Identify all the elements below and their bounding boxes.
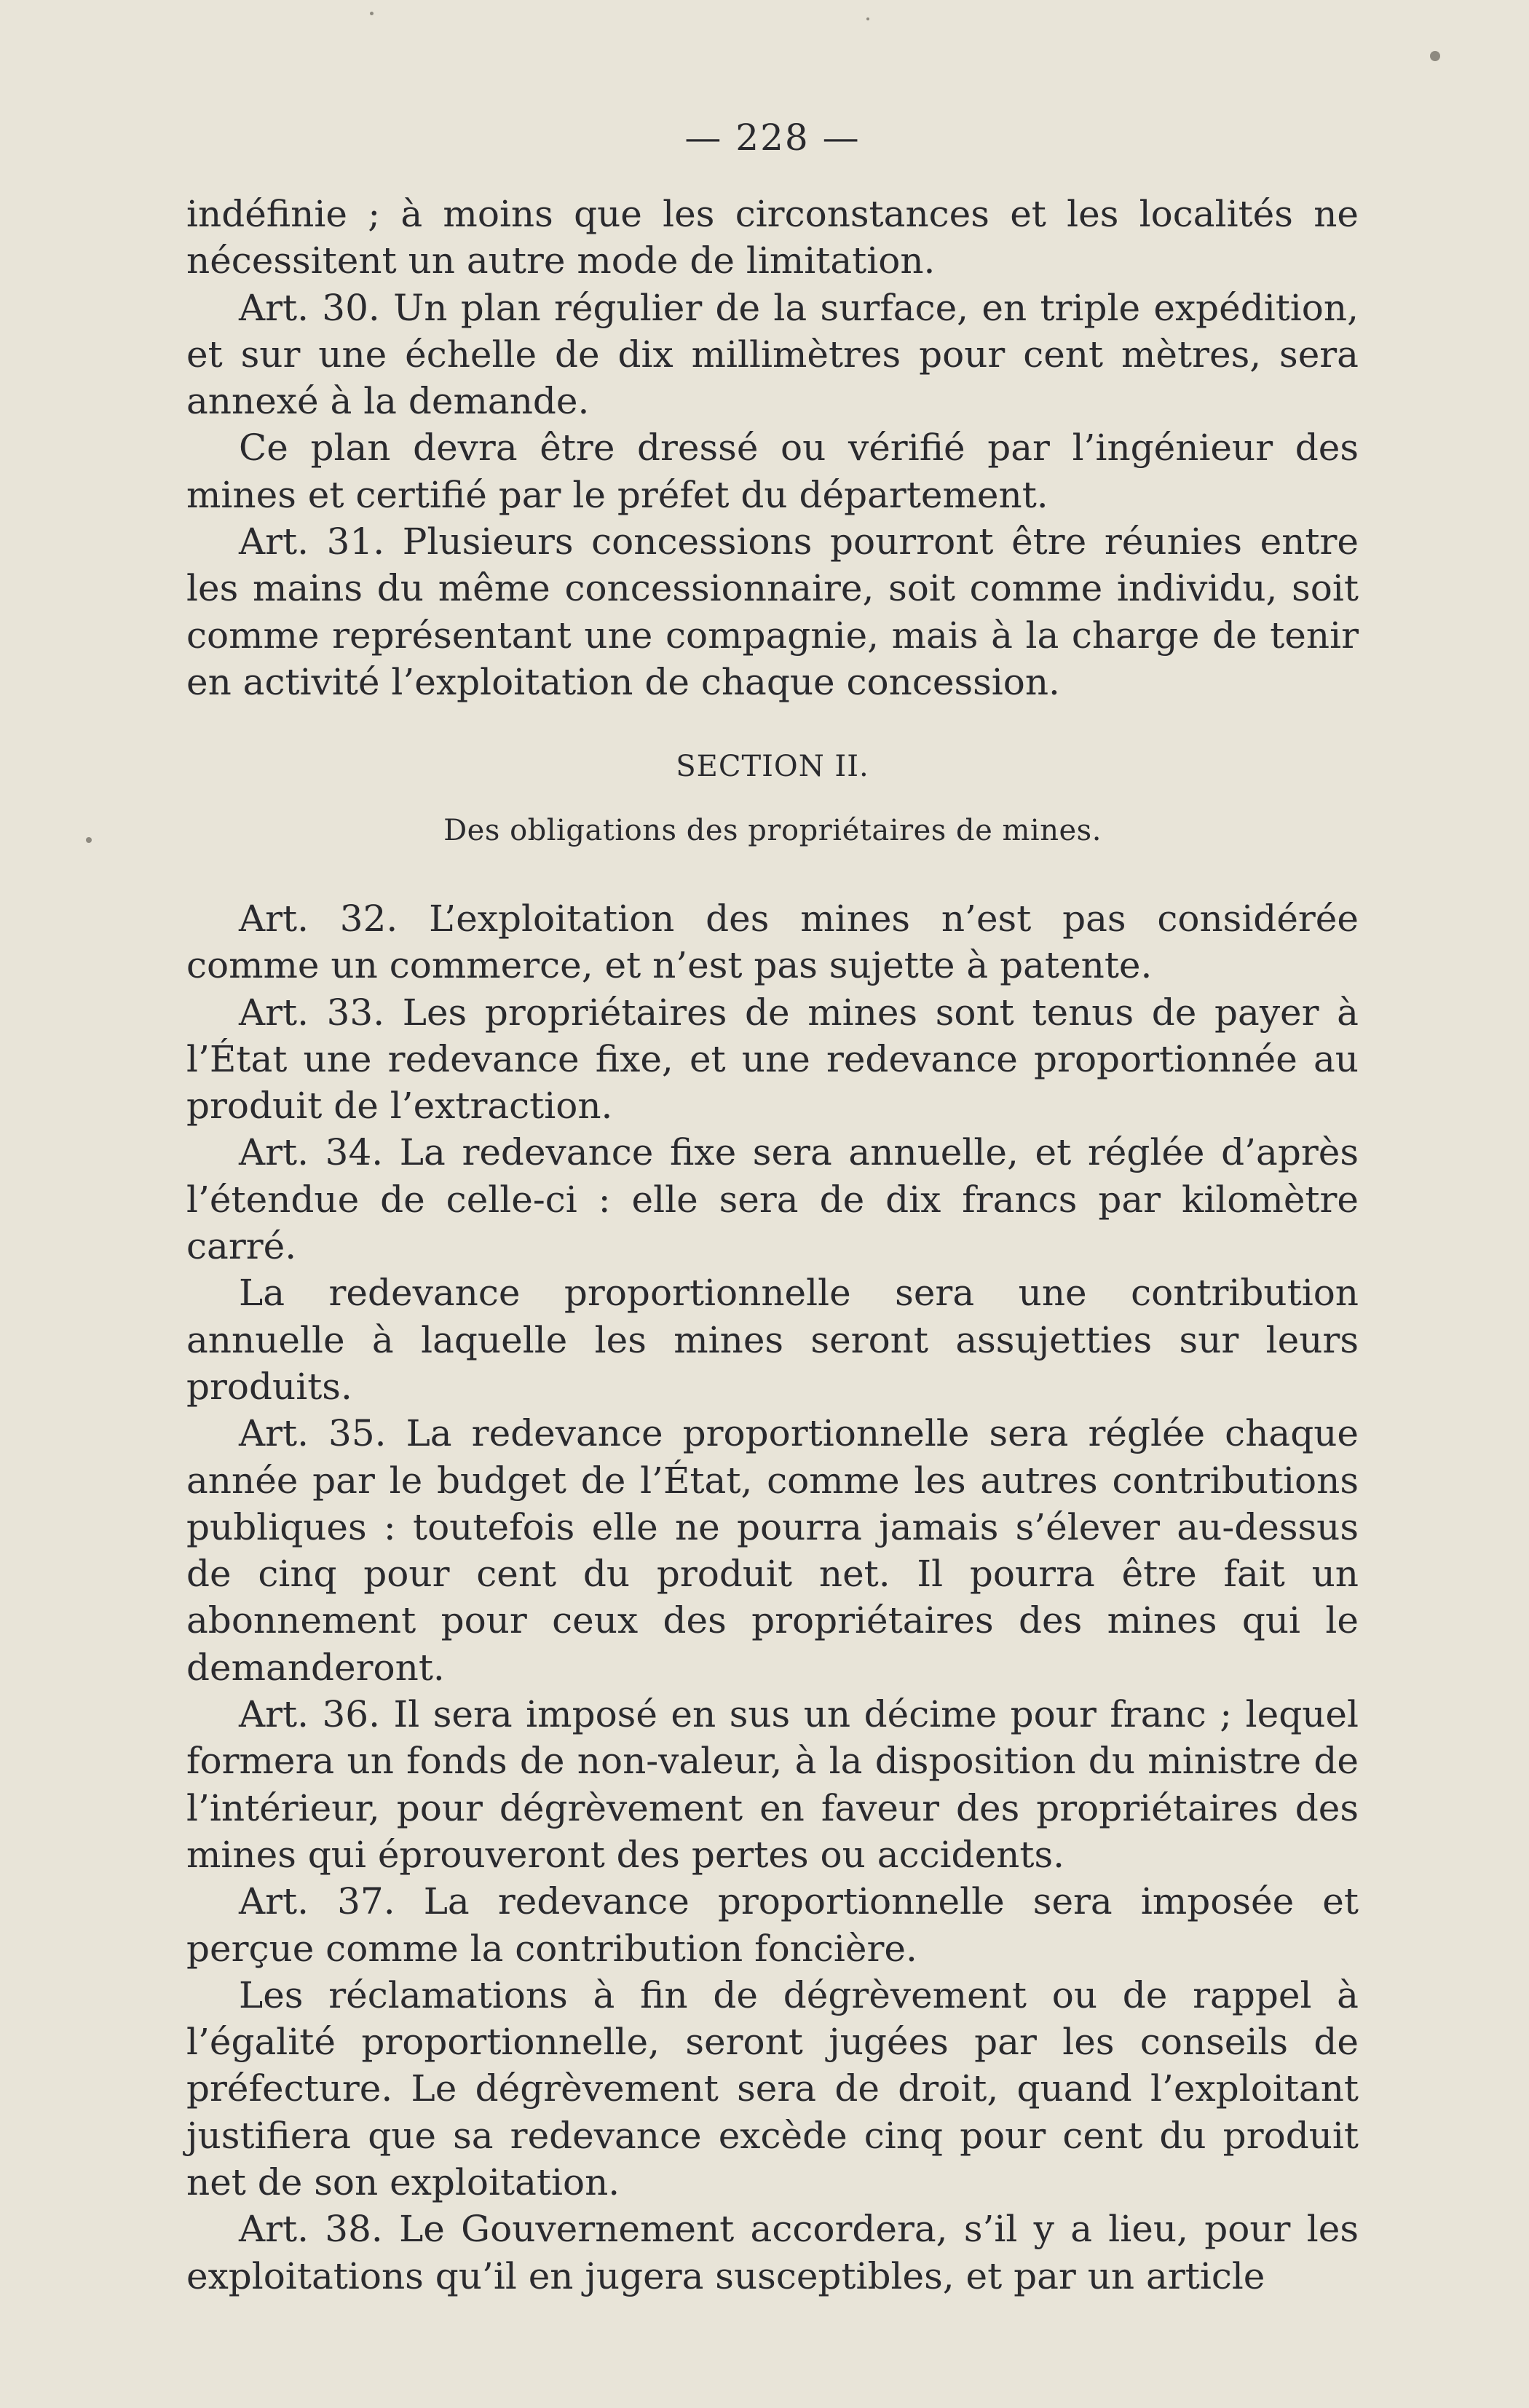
paper-speck	[370, 12, 374, 15]
paper-speck	[866, 17, 869, 20]
paragraph-article-34-proportional: La redevance proportionnelle sera une contribution annuelle à laquelle les mines seront assujetties sur leurs produits.	[186, 1272, 1359, 1408]
paragraph-article-32: Art. 32. L’exploitation des mines n’est pas considérée comme un commerce, et n’est pas sujette à patente.	[186, 898, 1359, 987]
paper-speck	[86, 837, 92, 843]
text-after-section	[186, 895, 1359, 2300]
paragraph-article-35: Art. 35. La redevance proportionnelle sera réglée chaque année par le budget de l’État, comme les autres contributions publiques : toutefois elle ne pourra jamais s’élever au-dessus de cinq pour cent du produit net. Il pourra être fait un abonnement pour ceux des propriétaires des mines qui le demanderont.	[186, 1412, 1359, 1689]
text-before-section	[186, 191, 1359, 705]
section-subtitle: Des obligations des propriétaires de mines.	[443, 814, 1102, 847]
paragraph-article-38: Art. 38. Le Gouvernement accordera, s’il y a lieu, pour les exploitations qu’il en jugera susceptibles, et par un article	[186, 2208, 1359, 2297]
paragraph-article-31: Art. 31. Plusieurs concessions pourront être réunies entre les mains du même concessionnaire, soit comme individu, soit comme représentant une compagnie, mais à la charge de tenir en activité l’exploitation de chaque concession.	[186, 520, 1359, 703]
paragraph-article-34: Art. 34. La redevance fixe sera annuelle, et réglée d’après l’étendue de celle-ci : elle sera de dix francs par kilomètre carré.	[186, 1131, 1359, 1268]
page-number: — 228 —	[684, 116, 861, 159]
paper-speck	[1430, 51, 1440, 61]
paragraph-article-36: Art. 36. Il sera imposé en sus un décime pour franc ; lequel formera un fonds de non-valeur, à la disposition du ministre de l’intérieur, pour dégrèvement en faveur des propriétaires des mines qui éprouveront des pertes ou accidents.	[186, 1693, 1359, 1876]
section-title: SECTION II.	[676, 750, 869, 783]
paragraph-article-30-plan: Ce plan devra être dressé ou vérifié par l’ingénieur des mines et certifié par le préfet du département.	[186, 427, 1359, 516]
paragraph-article-33: Art. 33. Les propriétaires de mines sont tenus de payer à l’État une redevance fixe, et une redevance proportionnée au produit de l’extraction.	[186, 991, 1359, 1128]
paragraph-article-37-claims: Les réclamations à fin de dégrèvement ou de rappel à l’égalité proportionnelle, seront jugées par les conseils de préfecture. Le dégrèvement sera de droit, quand l’exploitant justifiera que sa redevance excède cinq pour cent du produit net de son exploitation.	[186, 1973, 1359, 2204]
paragraph-article-37: Art. 37. La redevance proportionnelle sera imposée et perçue comme la contribution foncière.	[186, 1880, 1359, 1970]
paragraph-continuation: indéfinie ; à moins que les circonstances et les localités ne nécessitent un autre mode de limitation.	[186, 193, 1359, 282]
paragraph-article-30: Art. 30. Un plan régulier de la surface, en triple expédition, et sur une échelle de dix millimètres pour cent mètres, sera annexé à la demande.	[186, 286, 1359, 423]
